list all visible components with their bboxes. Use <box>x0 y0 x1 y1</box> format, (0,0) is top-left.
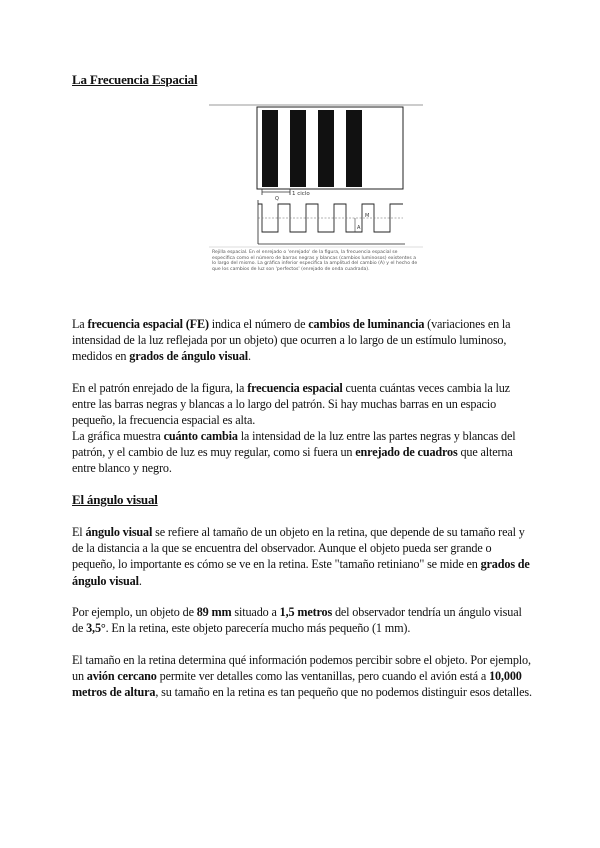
paragraph-definition: La frecuencia espacial (FE) indica el número de cambios de luminancia (variaciones en la intensidad de la luz reflejada por un objeto) que ocurren a lo largo de un estímulo luminoso, medidos en grados de ángulo visual. <box>72 317 511 364</box>
grating-bar <box>290 110 306 187</box>
paragraph-example: Por ejemplo, un objeto de 89 mm situado a 1,5 metros del observador tendría un ángulo visual de 3,5°. En la retina, este objeto parecería mucho más pequeño (1 mm). <box>72 605 522 636</box>
paragraph-visual-angle: El ángulo visual se refiere al tamaño de un objeto en la retina, que depende de su tamaño real y de la distancia a la que se encuentra del observador. Aunque el objeto pueda ser grande o pequeño, lo importante es cómo se ve en la retina. Este "tamaño retiniano" se mide en grados de ángulo visual. <box>72 525 530 588</box>
paragraph-pattern: En el patrón enrejado de la figura, la frecuencia espacial cuenta cuántas veces cambia la luz entre las barras negras y blancas a lo largo del patrón. Si hay muchas barras en un espacio pequeño, la frecuencia espacial es alta. <box>72 381 510 428</box>
cycle-label: 1 ciclo <box>292 191 310 197</box>
a-label: A <box>357 225 361 231</box>
grating-bar <box>318 110 334 187</box>
grating-figure <box>209 104 423 280</box>
grating-bar <box>262 110 278 187</box>
figure-caption: Rejilla espacial. En el enrejado o 'enrejado' de la figura, la frecuencia espacial se especifica como el número de barras negras y blancas (cambios luminosos) existentes a lo largo del mismo. La gráfica inferior especifica la amplitud del cambio (A) y el hecho de que los cambios de luz son 'perfectos' (enrejado de onda cuadrada). <box>212 250 418 272</box>
q-label: Q <box>275 196 279 202</box>
paragraph-graph: La gráfica muestra cuánto cambia la intensidad de la luz entre las partes negras y blancas del patrón, y el cambio de luz es muy regular, como si fuera un enrejado de cuadros que alterna entre blanco y negro. <box>72 429 516 476</box>
paragraph-retina-size: El tamaño en la retina determina qué información podemos percibir sobre el objeto. Por ejemplo, un avión cercano permite ver detalles como las ventanillas, pero cuando el avión está a 10,000 metros de altura, su tamaño en la retina es tan pequeño que no podemos distinguir esos detalles. <box>72 653 532 700</box>
grating-bar <box>346 110 362 187</box>
m-label: M <box>365 213 370 219</box>
section-title-visual-angle: El ángulo visual <box>72 492 158 507</box>
section-title-spatial-frequency: La Frecuencia Espacial <box>72 72 198 87</box>
